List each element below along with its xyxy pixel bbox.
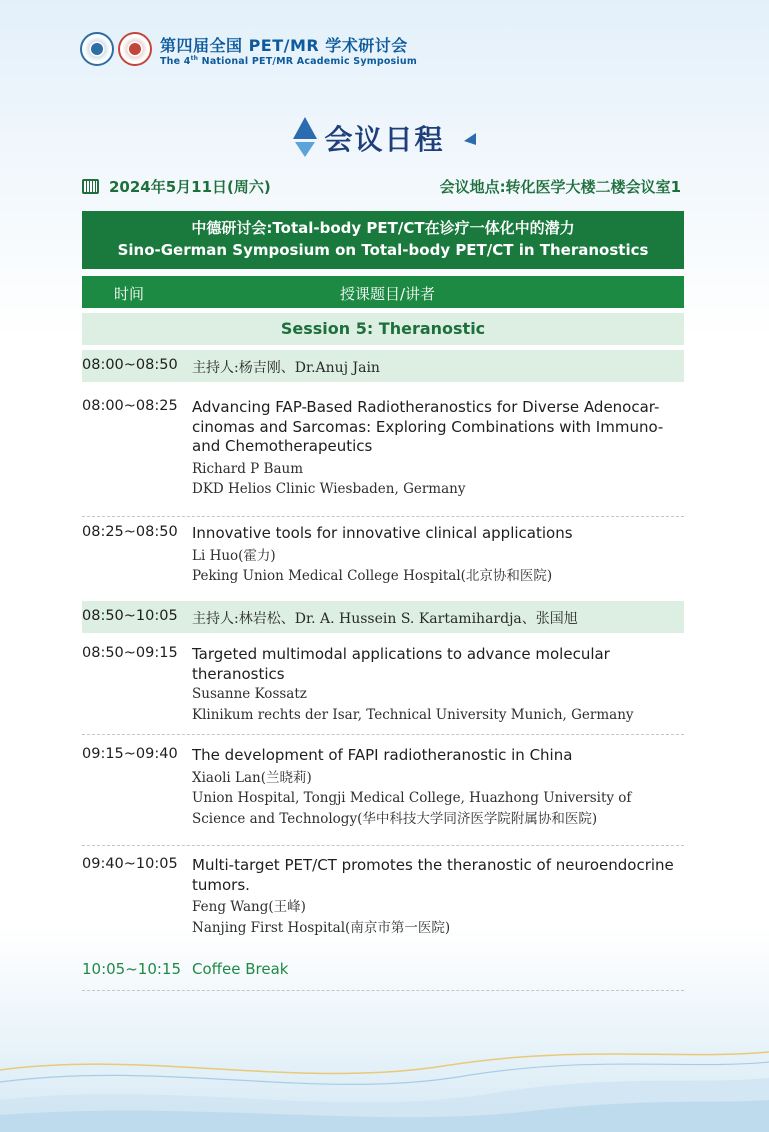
chair-row — [82, 350, 684, 382]
date-text: 2024年5月11日(周六) — [109, 178, 271, 196]
talk-affiliation: Nanjing First Hospital(南京市第一医院) — [192, 919, 451, 936]
banner-title-cn: 中德研讨会:Total-body PET/CT在诊疗一体化中的潜力 — [191, 219, 575, 237]
chair-row — [82, 601, 684, 633]
talk-time: 08:50~09:15 — [82, 645, 178, 661]
col-time-header: 时间 — [114, 285, 145, 303]
talk-title: Targeted multimodal applications to advance molecular theranostics — [192, 645, 610, 683]
symposium-title: 第四届全国 PET/MR 学术研讨会 — [160, 36, 408, 55]
talk-time: 08:25~08:50 — [82, 524, 178, 540]
event-location: 会议地点:转化医学大楼二楼会议室1 — [439, 178, 681, 196]
logo-group — [80, 32, 152, 66]
session-title: Session 5: Theranostic — [82, 313, 684, 345]
talk-affiliation: Klinikum rechts der Isar, Technical University Munich, Germany — [192, 706, 634, 723]
session-banner — [82, 211, 684, 269]
row-divider — [82, 845, 684, 846]
page-title: 会议日程 — [324, 123, 445, 156]
talk-speaker: Richard P Baum — [192, 460, 304, 477]
chair-time: 08:00~08:50 — [82, 357, 178, 373]
talk-time: 09:40~10:05 — [82, 856, 178, 872]
talk-time: 09:15~09:40 — [82, 746, 178, 762]
talk-speaker: Li Huo(霍力) — [192, 547, 276, 564]
talk-speaker: Susanne Kossatz — [192, 686, 307, 702]
chair-names: 主持人:林岩松、Dr. A. Hussein S. Kartamihardja、张国旭 — [192, 611, 578, 627]
coffee-break-row — [82, 960, 289, 978]
coffee-label: Coffee Break — [192, 960, 289, 978]
talk-title: Advancing FAP-Based Radiotheranostics for Diverse Adenocar-cinomas and Sarcomas: Exploring Combinations with Immuno-and Chemotherapeutics — [192, 398, 664, 455]
talk-title: Innovative tools for innovative clinical applications — [192, 524, 573, 542]
table-header — [82, 276, 684, 308]
talk-speaker: Xiaoli Lan(兰晓莉) — [192, 769, 312, 786]
chair-names: 主持人:杨吉刚、Dr.Anuj Jain — [192, 360, 380, 376]
row-divider — [82, 734, 684, 735]
calendar-icon — [82, 179, 99, 194]
talk-affiliation: Peking Union Medical College Hospital(北京协和医院) — [192, 568, 553, 584]
coffee-time: 10:05~10:15 — [82, 960, 182, 978]
talk-title: Multi-target PET/CT promotes the theranostic of neuroendocrine tumors. — [192, 856, 674, 894]
banner-title-en: Sino-German Symposium on Total-body PET/CT in Theranostics — [117, 241, 649, 259]
symposium-subtitle: The 4th National PET/MR Academic Symposium — [160, 55, 417, 68]
talk-title: The development of FAPI radiotheranostic in China — [192, 746, 573, 764]
row-divider — [82, 516, 684, 517]
small-triangle-icon — [464, 133, 478, 147]
chair-time: 08:50~10:05 — [82, 608, 178, 624]
society-logo-1 — [80, 32, 114, 66]
society-logo-2 — [118, 32, 152, 66]
talk-speaker: Feng Wang(王峰) — [192, 899, 306, 915]
event-date — [82, 176, 271, 197]
talk-affiliation: Union Hospital, Tongji Medical College, Huazhong University of Science and Technology(华中科技大学同济医学院附属协和医院) — [192, 790, 632, 827]
talk-affiliation: DKD Helios Clinic Wiesbaden, Germany — [192, 481, 466, 497]
col-topic-header: 授课题目/讲者 — [340, 285, 436, 303]
row-divider — [82, 990, 684, 991]
talk-time: 08:00~08:25 — [82, 398, 178, 414]
wave-decoration — [0, 1030, 769, 1132]
